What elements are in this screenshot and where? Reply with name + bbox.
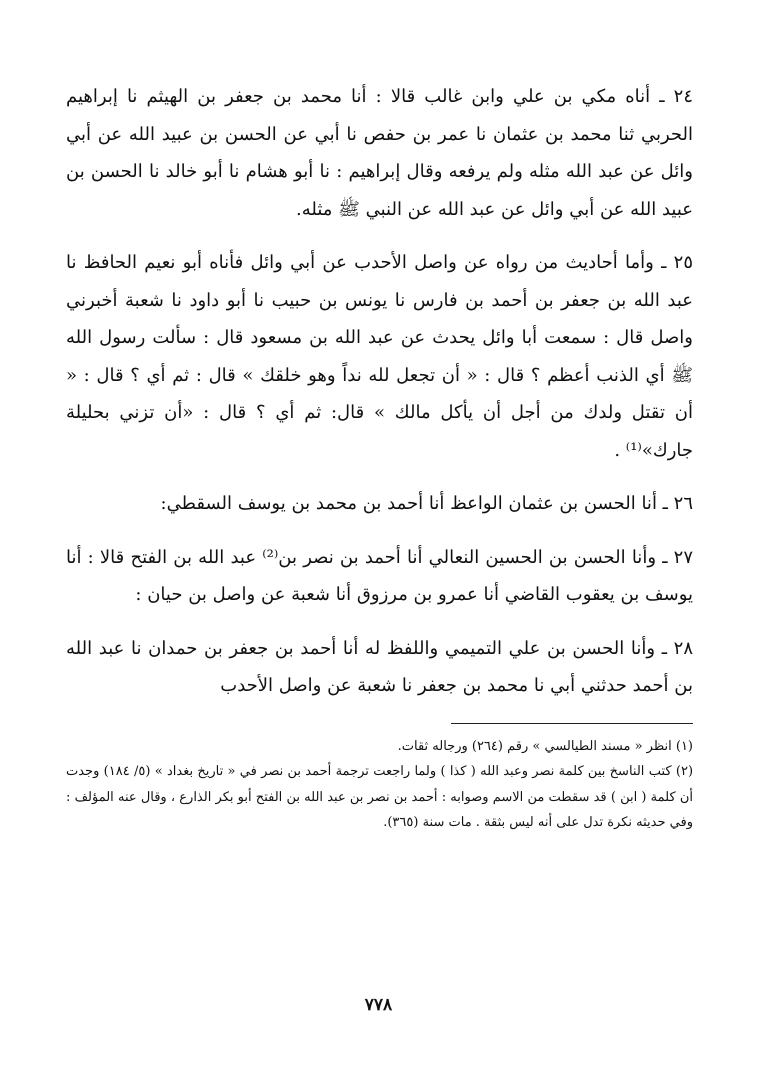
footnote-1: (١) انظر « مسند الطيالسي » رقم (٢٦٤) ورجاله ثقات. (397, 738, 693, 754)
paragraph-27: ٢٧ ـ وأنا الحسن بن الحسين النعالي أنا أحمد بن نصر بن⁽²⁾ عبد الله بن الفتح قالا : أنا يوسف بن يعقوب القاضي أنا عمرو بن مرزوق أنا شعبة عن واصل بن حيان : (66, 546, 693, 605)
footnote-2: (٢) كتب الناسخ بين كلمة نصر وعبد الله ( كذا ) ولما راجعت ترجمة أحمد بن نصر في « تاريخ بغداد » (٥/ ١٨٤) وجدت أن كلمة ( ابن ) قد سقطت من الاسم وصوابه : أحمد بن نصر بن عبد الله بن الفتح أبو بكر الذارع ، وقال عنه المؤلف : وفي حديثه نكرة تدل على أنه ليس بثقة . مات سنة (٣٦٥). (66, 764, 694, 830)
page-number: ٧٧٨ (364, 995, 393, 1015)
paragraph-28: ٢٨ ـ وأنا الحسن بن علي التميمي واللفظ له أنا أحمد بن جعفر بن حمدان نا عبد الله بن أحمد حدثني أبي نا محمد بن جعفر نا شعبة عن واصل الأحدب (66, 637, 693, 696)
main-text (66, 78, 693, 705)
footnote-separator (451, 723, 693, 724)
footnotes (66, 734, 693, 836)
paragraph-26: ٢٦ ـ أنا الحسن بن عثمان الواعظ أنا أحمد بن محمد بن يوسف السقطي: (160, 493, 693, 514)
paragraph-25: ٢٥ ـ وأما أحاديث من رواه عن واصل الأحدب عن أبي وائل فأناه أبو نعيم الحافظ نا عبد الله بن جعفر بن أحمد بن فارس نا يونس بن حبيب نا أبو داود نا شعبة أخبرني واصل قال : سمعت أبا وائل يحدث عن عبد الله بن مسعود قال : سألت رسول الله ﷺ أي الذنب أعظم ؟ قال : « أن تجعل لله نداً وهو خلقك » قال : ثم أي ؟ قال : « أن تقتل ولدك من أجل أن يأكل مالك » قال: ثم أي ؟ قال : «أن تزني بحليلة جارك»⁽¹⁾ . (66, 252, 693, 461)
paragraph-24: ٢٤ ـ أناه مكي بن علي وابن غالب قالا : أنا محمد بن جعفر بن الهيثم نا إبراهيم الحربي ثنا محمد بن عثمان نا عمر بن حفص نا أبي عن الحسن بن عبيد الله عن أبي وائل عن عبد الله مثله ولم يرفعه وقال إبراهيم : نا أبو هشام نا أبو خالد نا الحسن بن عبيد الله عن أبي وائل عن عبد الله عن النبي ﷺ مثله. (66, 86, 693, 220)
